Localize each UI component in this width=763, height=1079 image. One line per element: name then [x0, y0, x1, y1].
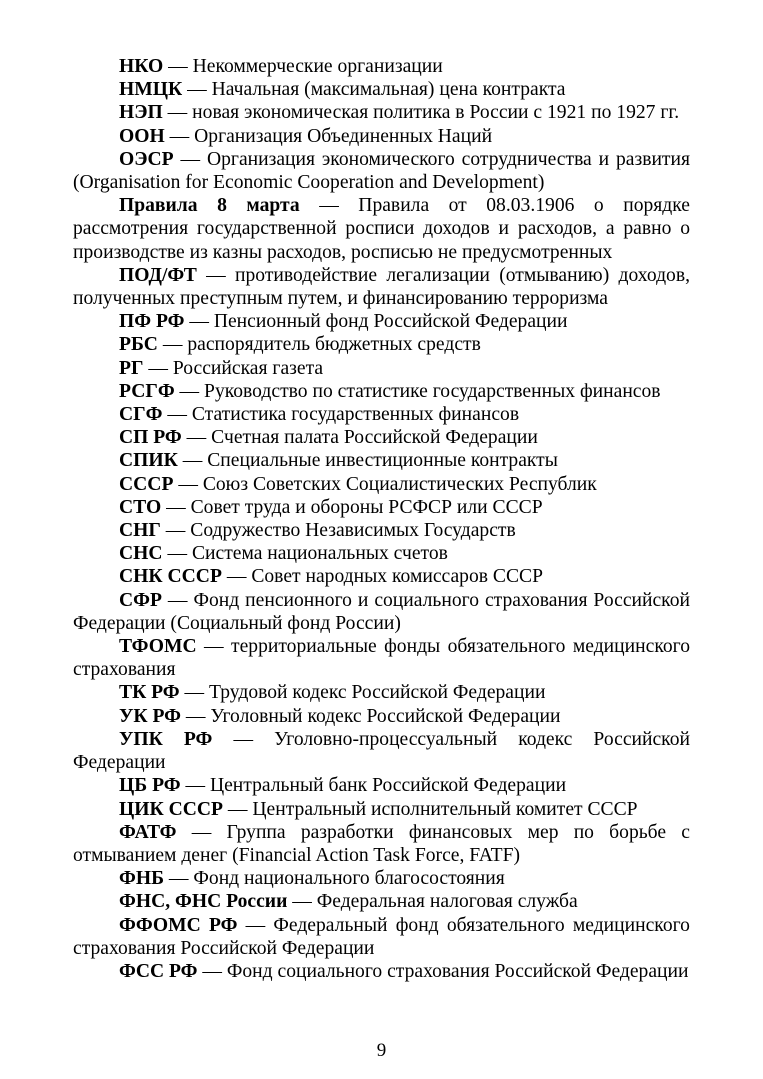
entry-abbr: СССР	[119, 473, 174, 495]
entry-text: — Организация экономического сотрудничества и развития (Organisation for Economic Cooperation and Development)	[73, 148, 690, 194]
entry-tk-rf	[73, 681, 690, 704]
entry-snk-ussr	[73, 565, 690, 588]
entry-text: — Специальные инвестиционные контракты	[177, 450, 558, 472]
entry-abbr: ПОД/ФТ	[119, 264, 197, 286]
entry-upk-rf	[73, 728, 690, 774]
entry-text: — Система национальных счетов	[162, 543, 448, 565]
entry-rbs	[73, 333, 690, 356]
entry-abbr: РБС	[119, 334, 158, 356]
entry-text: — Фонд национального благосостояния	[164, 868, 505, 890]
entry-text: — Статистика государственных финансов	[162, 404, 520, 426]
entry-abbr: ФАТФ	[119, 821, 177, 843]
entry-abbr: СП РФ	[119, 427, 182, 449]
entry-rg	[73, 357, 690, 380]
entry-text: — территориальные фонды обязательного медицинского страхования	[73, 636, 690, 681]
entry-cb-rf	[73, 774, 690, 797]
entry-text: — Союз Советских Социалистических Республик	[173, 473, 597, 495]
entry-text: — Содружество Независимых Государств	[160, 520, 516, 542]
entry-text: — Уголовно-процессуальный кодекс Российской Федерации	[73, 728, 690, 774]
entry-fns	[73, 890, 690, 913]
entry-abbr: СНГ	[119, 520, 161, 542]
entry-abbr: ПФ РФ	[119, 311, 185, 333]
entry-ussr	[73, 473, 690, 496]
entry-rsgf	[73, 380, 690, 403]
entry-oecd	[73, 148, 690, 194]
entry-text: — Пенсионный фонд Российской Федерации	[184, 311, 568, 333]
entry-text: — Федеральная налоговая служба	[287, 891, 578, 913]
entry-nep	[73, 101, 690, 124]
entry-abbr: СНС	[119, 543, 163, 565]
entry-text: — Некоммерческие организации	[163, 56, 443, 77]
entry-abbr: ФФОМС РФ	[119, 914, 238, 936]
entry-abbr: СТО	[119, 496, 162, 518]
entry-abbr: СФР	[119, 589, 162, 611]
entry-abbr: РГ	[119, 357, 144, 379]
entry-uk-rf	[73, 705, 690, 728]
entry-text: — Уголовный кодекс Российской Федерации	[180, 705, 561, 727]
entry-text: — Руководство по статистике государственных финансов	[174, 380, 661, 402]
entry-nko	[73, 55, 690, 78]
entry-text: — Совет народных комиссаров СССР	[221, 566, 544, 588]
entry-ffoms-rf	[73, 914, 690, 960]
entry-abbr: Правила 8 марта	[119, 195, 300, 217]
entry-text: — новая экономическая политика в России с 1921 по 1927 гг.	[162, 102, 680, 124]
entry-abbr: ТФОМС	[119, 636, 197, 658]
entry-fatf	[73, 821, 690, 867]
entry-abbr: НЭП	[119, 102, 163, 124]
entry-text: — Российская газета	[143, 357, 324, 379]
entry-text: — Правила от 08.03.1906 о порядке рассмотрения государственной росписи доходов и расходов, а равно о производстве из казны расходов, росписью не предусмотренных	[73, 195, 690, 263]
entry-abbr: СГФ	[119, 404, 163, 426]
entry-tfoms	[73, 635, 690, 681]
entry-abbr: УПК РФ	[119, 728, 213, 750]
entry-spik	[73, 449, 690, 472]
entry-abbr: ФНБ	[119, 868, 165, 890]
entry-abbr: СПИК	[119, 450, 178, 472]
entry-abbr: СНК СССР	[119, 566, 222, 588]
entry-fnb	[73, 867, 690, 890]
entry-abbr: НКО	[119, 56, 164, 77]
entry-text: — Совет труда и обороны РСФСР или СССР	[161, 496, 543, 518]
entry-sns	[73, 542, 690, 565]
entry-text: — Организация Объединенных Наций	[164, 125, 493, 147]
entry-text: — Фонд социального страхования Российской Федерации	[197, 960, 689, 982]
entry-text: — Счетная палата Российской Федерации	[181, 427, 538, 449]
entry-text: — распорядитель бюджетных средств	[157, 334, 481, 356]
entry-sp-rf	[73, 426, 690, 449]
entry-text: — Трудовой кодекс Российской Федерации	[179, 682, 546, 704]
entry-text: — Фонд пенсионного и социального страхования Российской Федерации (Социальный фонд России)	[73, 589, 690, 634]
entry-abbr: ФСС РФ	[119, 960, 198, 982]
entry-pod-ft	[73, 264, 690, 310]
entry-sng	[73, 519, 690, 542]
entry-march-8-rules	[73, 194, 690, 264]
entry-abbr: ЦИК СССР	[119, 798, 224, 820]
entry-cik-ussr	[73, 798, 690, 821]
entry-sfr	[73, 589, 690, 635]
entry-pf-rf	[73, 310, 690, 333]
entry-abbr: УК РФ	[119, 705, 181, 727]
entry-sto	[73, 496, 690, 519]
entry-abbr: ФНС, ФНС России	[119, 891, 288, 913]
entry-abbr: ОЭСР	[119, 148, 174, 170]
entry-text: — Начальная (максимальная) цена контракта	[182, 79, 566, 101]
entry-text: — Центральный банк Российской Федерации	[180, 775, 567, 797]
entry-abbr: РСГФ	[119, 380, 175, 402]
entry-abbr: ООН	[119, 125, 165, 147]
entry-oon	[73, 125, 690, 148]
entry-abbr: ЦБ РФ	[119, 775, 181, 797]
entry-text: — Группа разработки финансовых мер по борьбе с отмыванием денег (Financial Action Task Force, FATF)	[73, 821, 690, 866]
page-number: 9	[376, 1040, 387, 1061]
entry-sgf	[73, 403, 690, 426]
entry-fss-rf	[73, 960, 690, 983]
entry-text: — Федеральный фонд обязательного медицинского страхования Российской Федерации	[73, 914, 690, 959]
entry-text: — Центральный исполнительный комитет СССР	[223, 798, 638, 820]
entry-nmck	[73, 78, 690, 101]
entry-abbr: ТК РФ	[119, 682, 180, 704]
abbreviation-list	[73, 55, 690, 983]
entry-text: — противодействие легализации (отмыванию) доходов, полученных преступным путем, и финансированию терроризма	[73, 264, 690, 310]
entry-abbr: НМЦК	[119, 79, 183, 101]
